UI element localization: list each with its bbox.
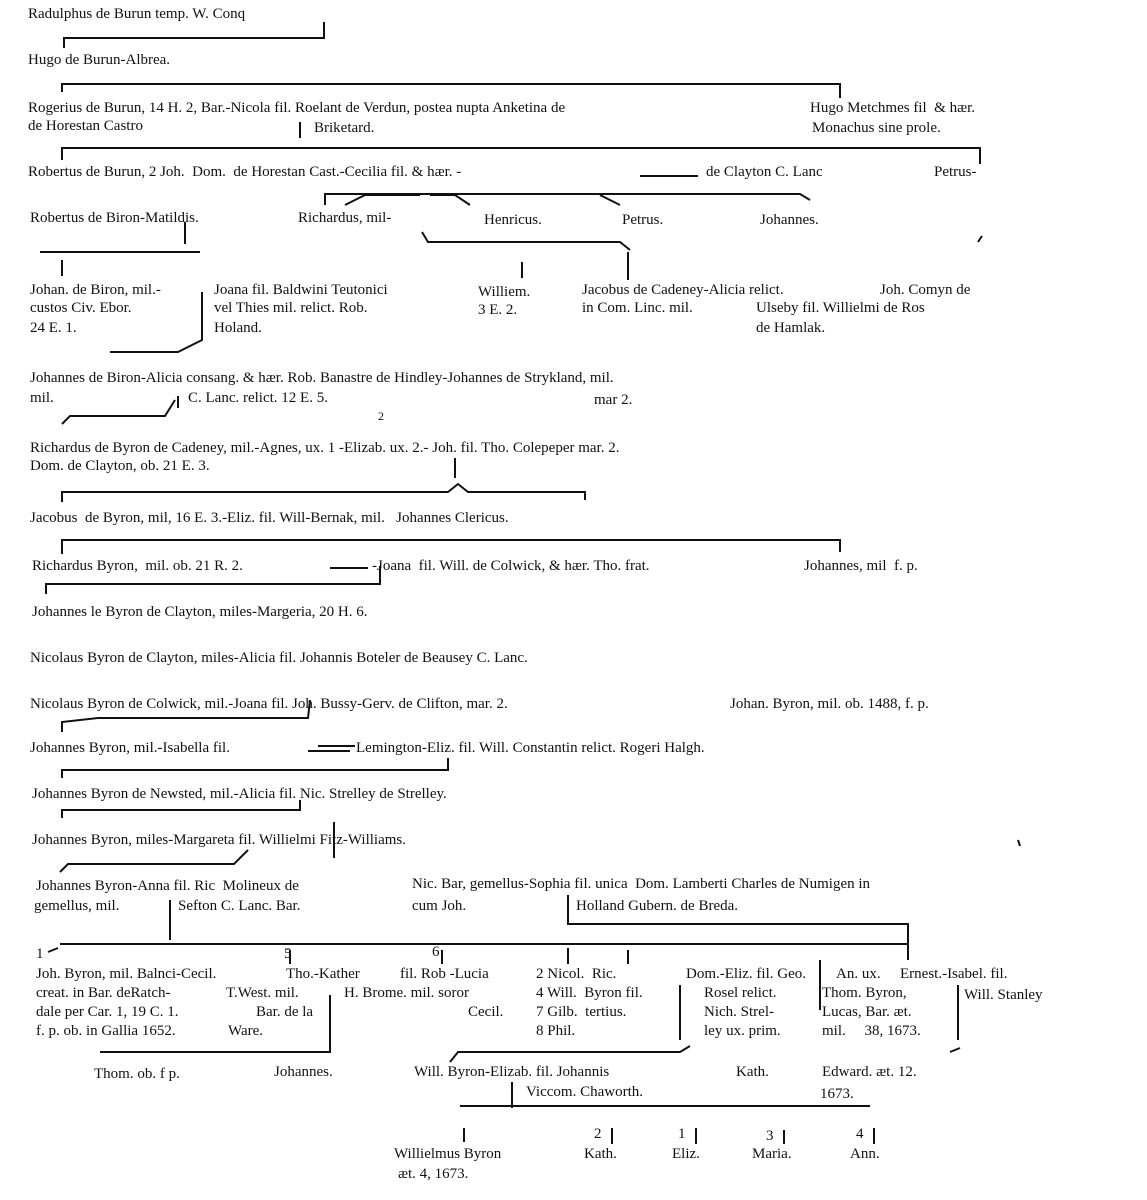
entry-maria: Maria.: [752, 1146, 792, 1162]
entry-petrus-r4: Petrus-: [934, 164, 977, 180]
text-line: 2 Nicol. Ric.: [536, 966, 617, 982]
entry-nicolaus-clayton: Nicolaus Byron de Clayton, miles-Alicia fil. Johannis Boteler de Beausey C. Lanc.: [30, 650, 528, 666]
text-line: dale per Car. 1, 19 C. 1.: [36, 1004, 179, 1020]
entry-johannes-fp: Johannes, mil f. p.: [804, 558, 918, 574]
text-line: f. p. ob. in Gallia 1652.: [36, 1023, 176, 1039]
child-number: 5: [284, 946, 292, 962]
entry-joana-baldwini-3: Holand.: [214, 320, 262, 336]
entry-johan-biron: Johan. de Biron, mil.-: [30, 282, 161, 298]
entry-strykland-2: mar 2.: [594, 392, 633, 408]
text-line: Cecil.: [468, 1004, 504, 1020]
child-number: 6: [432, 944, 440, 960]
text-line: mil. 38, 1673.: [822, 1023, 921, 1039]
text-line: creat. in Bar. deRatch-: [36, 985, 171, 1001]
entry-nicolaus-colwick: Nicolaus Byron de Colwick, mil.-Joana fil. Joh. Bussy-Gerv. de Clifton, mar. 2.: [30, 696, 508, 712]
entry-willielmus-2: æt. 4, 1673.: [398, 1166, 469, 1182]
entry-johannes-r5: Johannes.: [760, 212, 819, 228]
text-line: 4 Will. Byron fil.: [536, 985, 643, 1001]
entry-will-byron: Will. Byron-Elizab. fil. Johannis: [414, 1064, 610, 1080]
entry-joh-comyn: Joh. Comyn de: [880, 282, 971, 298]
text-line: Ernest.-Isabel. fil.: [900, 966, 1008, 982]
entry-nic-bar-2: cum Joh.: [412, 898, 467, 914]
entry-williem: Williem.: [478, 284, 531, 300]
entry-nicola-cont: Briketard.: [314, 120, 375, 136]
entry-jacobus-cadeney-2: in Com. Linc. mil.: [582, 300, 693, 316]
entry-johannes-r19: Johannes.: [274, 1064, 333, 1080]
entry-hugo-metchmes: Hugo Metchmes fil & hær.: [810, 100, 975, 116]
text-line: H. Brome. mil. soror: [344, 985, 469, 1001]
entry-ann: Ann.: [850, 1146, 880, 1162]
entry-richardus-r5: Richardus, mil-: [298, 210, 392, 226]
entry-jacobus-cadeney: Jacobus de Cadeney-Alicia relict.: [582, 282, 784, 298]
text-line: fil. Rob -Lucia: [400, 966, 489, 982]
entry-johannes-le-byron: Johannes le Byron de Clayton, miles-Margeria, 20 H. 6.: [32, 604, 368, 620]
ancestor-hugo: Hugo de Burun-Albrea.: [28, 52, 171, 68]
entry-rogerius: Rogerius de Burun, 14 H. 2, Bar.-Nicola fil. Roelant de Verdun, postea nupta Anketina de: [28, 100, 566, 116]
entry-nic-bar: Nic. Bar, gemellus-Sophia fil. unica Dom. Lamberti Charles de Numigen in: [412, 876, 871, 892]
entry-johannes-biron-r7: Johannes de Biron-Alicia consang. & hær. Rob. Banastre de Hindley-Johannes de Strykland, mil.: [30, 370, 614, 386]
entry-johannes-anna: Johannes Byron-Anna fil. Ric Molineux de: [36, 878, 299, 894]
text-line: Thom. Byron,: [822, 985, 907, 1001]
text-line: Dom.-Eliz. fil. Geo.: [686, 966, 806, 982]
entry-lemington: Lemington-Eliz. fil. Will. Constantin relict. Rogeri Halgh.: [356, 740, 705, 756]
entry-joh-comyn-2: Ulseby fil. Willielmi de Ros: [756, 300, 925, 316]
text-line: ley ux. prim.: [704, 1023, 781, 1039]
entry-joana-baldwini-2: vel Thies mil. relict. Rob.: [214, 300, 368, 316]
text-line: Bar. de la: [256, 1004, 314, 1020]
entry-johannes-anna-2: gemellus, mil.: [34, 898, 120, 914]
entry-joana-baldwini: Joana fil. Baldwini Teutonici: [214, 282, 388, 298]
entry-edward-2: 1673.: [820, 1086, 854, 1102]
entry-johan-biron-2: custos Civ. Ebor.: [30, 300, 132, 316]
text-line: Joh. Byron, mil. Balnci-Cecil.: [36, 966, 217, 982]
entry-edward: Edward. æt. 12.: [822, 1064, 917, 1080]
entry-richardus-byron: Richardus Byron, mil. ob. 21 R. 2.: [32, 558, 243, 574]
text-line: 7 Gilb. tertius.: [536, 1004, 627, 1020]
entry-rogerius-cont: de Horestan Castro: [28, 118, 143, 134]
entry-johannes-newsted: Johannes Byron de Newsted, mil.-Alicia fil. Nic. Strelley de Strelley.: [32, 786, 447, 802]
text-line: Tho.-Kather: [286, 966, 360, 982]
text-line: Ware.: [228, 1023, 264, 1039]
entry-johan-byron-1488: Johan. Byron, mil. ob. 1488, f. p.: [730, 696, 929, 712]
entry-richardus-cadeney: Richardus de Byron de Cadeney, mil.-Agnes, ux. 1 -Elizab. ux. 2.- Joh. fil. Tho. Colepeper mar. 2.: [30, 440, 620, 456]
entry-kath-r20: Kath.: [584, 1146, 617, 1162]
entry-joana-colwick: -Joana fil. Will. de Colwick, & hær. Tho. frat.: [372, 558, 650, 574]
entry-petrus-r5: Petrus.: [622, 212, 664, 228]
text-line: 8 Phil.: [536, 1023, 576, 1039]
ancestor-radulphus: Radulphus de Burun temp. W. Conq: [28, 6, 246, 22]
entry-sophia-breda: Holland Gubern. de Breda.: [576, 898, 739, 914]
entry-thom-fp: Thom. ob. f p.: [94, 1066, 180, 1082]
entry-williem-2: 3 E. 2.: [478, 302, 518, 318]
entry-jacobus-byron: Jacobus de Byron, mil, 16 E. 3.-Eliz. fil. Will-Bernak, mil. Johannes Clericus.: [30, 510, 509, 526]
entry-johan-biron-3: 24 E. 1.: [30, 320, 77, 336]
entry-willielmus: Willielmus Byron: [394, 1146, 502, 1162]
text-line: Will. Stanley: [964, 987, 1043, 1003]
entry-hugo-metchmes-cont: Monachus sine prole.: [812, 120, 941, 136]
child-number: 2: [594, 1126, 602, 1142]
child-number: 4: [856, 1126, 864, 1142]
entry-richardus-cadeney-2: Dom. de Clayton, ob. 21 E. 3.: [30, 458, 210, 474]
child-number: 1: [678, 1126, 686, 1142]
entry-johannes-margareta: Johannes Byron, miles-Margareta fil. Willielmi Fitz-Williams.: [32, 832, 407, 848]
entry-clayton: de Clayton C. Lanc: [706, 164, 823, 180]
entry-johannes-isabella: Johannes Byron, mil.-Isabella fil.: [30, 740, 230, 756]
entry-robertus-burun: Robertus de Burun, 2 Joh. Dom. de Horestan Cast.-Cecilia fil. & hær. -: [28, 164, 462, 180]
correction-mark: 2: [378, 409, 384, 423]
text-line: T.West. mil.: [226, 985, 299, 1001]
entry-alicia-r7-2: C. Lanc. relict. 12 E. 5.: [188, 390, 328, 406]
text-line: Lucas, Bar. æt.: [822, 1004, 912, 1020]
text-line: Rosel relict.: [704, 985, 777, 1001]
entry-henricus: Henricus.: [484, 212, 542, 228]
text-line: Nich. Strel-: [704, 1004, 774, 1020]
entry-will-byron-2: Viccom. Chaworth.: [526, 1084, 643, 1100]
text-line: An. ux.: [836, 966, 881, 982]
entry-joh-comyn-3: de Hamlak.: [756, 320, 826, 336]
entry-robertus-biron: Robertus de Biron-Matildis.: [30, 210, 199, 226]
entry-johannes-biron-r7-2: mil.: [30, 390, 54, 406]
entry-eliz-r20: Eliz.: [672, 1146, 700, 1162]
child-number: 1: [36, 946, 44, 962]
entry-kath-r19: Kath.: [736, 1064, 769, 1080]
child-number: 3: [766, 1128, 774, 1144]
entry-anna-sefton: Sefton C. Lanc. Bar.: [178, 898, 301, 914]
